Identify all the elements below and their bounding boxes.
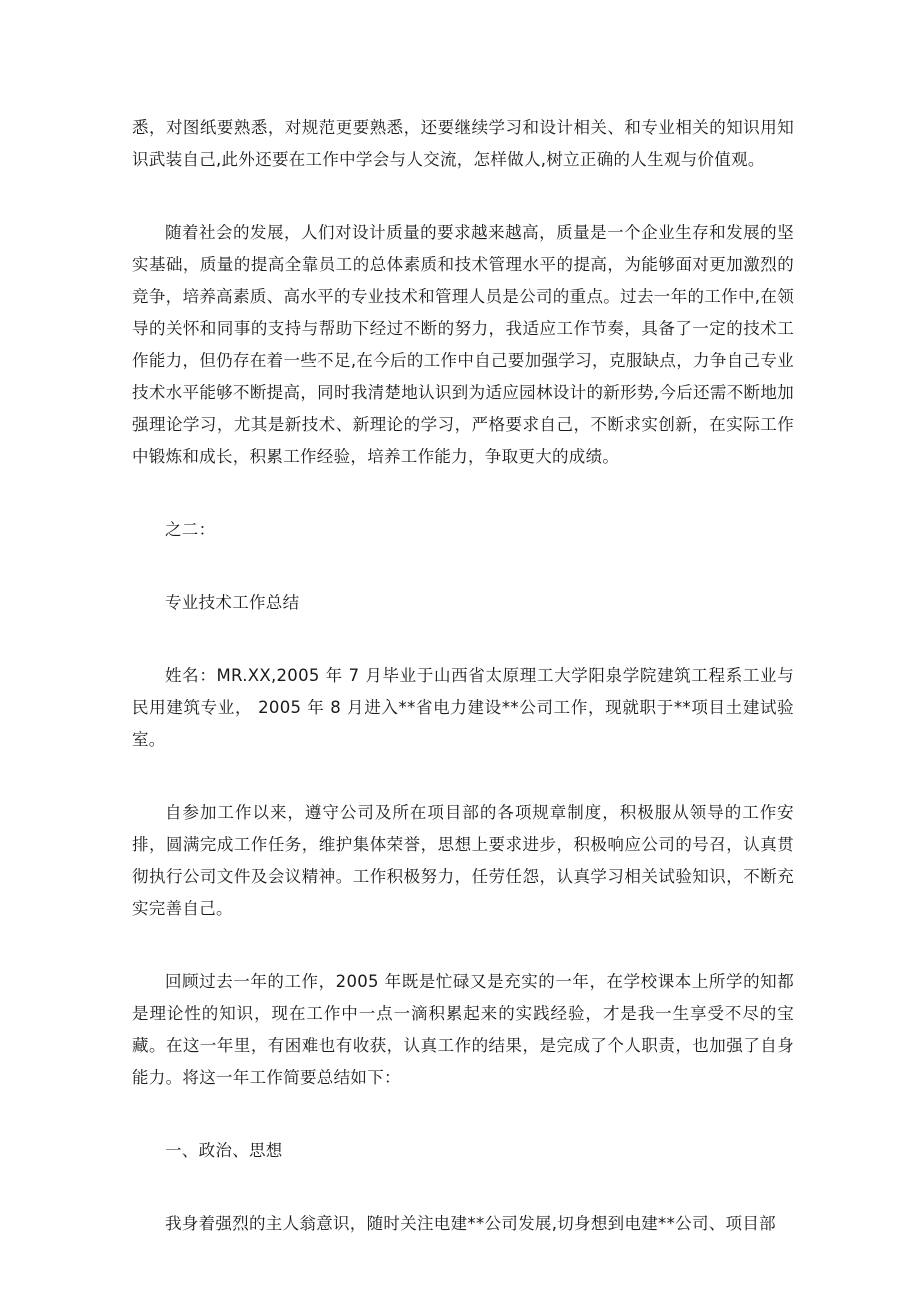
document-body	[132, 112, 794, 1281]
section-heading-politics: 一、政治、思想	[165, 1141, 283, 1160]
paragraph-work-attitude: 自参加工作以来，遵守公司及所在项目部的各项规章制度，积极服从领导的工作安排，圆满完成工作任务，维护集体荣誉，思想上要求进步，积极响应公司的号召，认真贯彻执行公司文件及会议精神。工作积极努力，任劳任怨，认真学习相关试验知识，不断充实完善自己。	[132, 803, 794, 918]
paragraph-continuation: 悉，对图纸要熟悉，对规范更要熟悉，还要继续学习和设计相关、和专业相关的知识用知识武装自己,此外还要在工作中学会与人交流，怎样做人,树立正确的人生观与价值观。	[132, 118, 794, 169]
paragraph-ownership: 我身着强烈的主人翁意识，随时关注电建**公司发展,切身想到电建**公司、项目部	[165, 1214, 776, 1233]
paragraph-quality: 随着社会的发展，人们对设计质量的要求越来越高，质量是一个企业生存和发展的坚实基础，质量的提高全靠员工的总体素质和技术管理水平的提高，为能够面对更加激烈的竞争，培养高素质、高水平的专业技术和管理人员是公司的重点。过去一年的工作中,在领导的关怀和同事的支持与帮助下经过不断的努力，我适应工作节奏，具备了一定的技术工作能力，但仍存在着一些不足,在今后的工作中自己要加强学习，克服缺点，力争自己专业技术水平能够不断提高，同时我清楚地认识到为适应园林设计的新形势,今后还需不断地加强理论学习，尤其是新技术、新理论的学习，严格要求自己，不断求实创新，在实际工作中锻炼和成长，积累工作经验，培养工作能力，争取更大的成绩。	[132, 223, 794, 466]
paragraph-profile: 姓名：MR.XX,2005 年 7 月毕业于山西省太原理工大学阳泉学院建筑工程系工业与民用建筑专业， 2005 年 8 月进入**省电力建设**公司工作，现就职于**项目土建试验室。	[132, 666, 794, 749]
section-title: 专业技术工作总结	[165, 593, 300, 612]
section-label-part-two: 之二：	[165, 520, 216, 539]
paragraph-review: 回顾过去一年的工作，2005 年既是忙碌又是充实的一年，在学校课本上所学的知都是理论性的知识，现在工作中一点一滴积累起来的实践经验，才是我一生享受不尽的宝藏。在这一年里，有困难也有收获，认真工作的结果，是完成了个人职责，也加强了自身能力。将这一年工作简要总结如下：	[132, 972, 794, 1087]
